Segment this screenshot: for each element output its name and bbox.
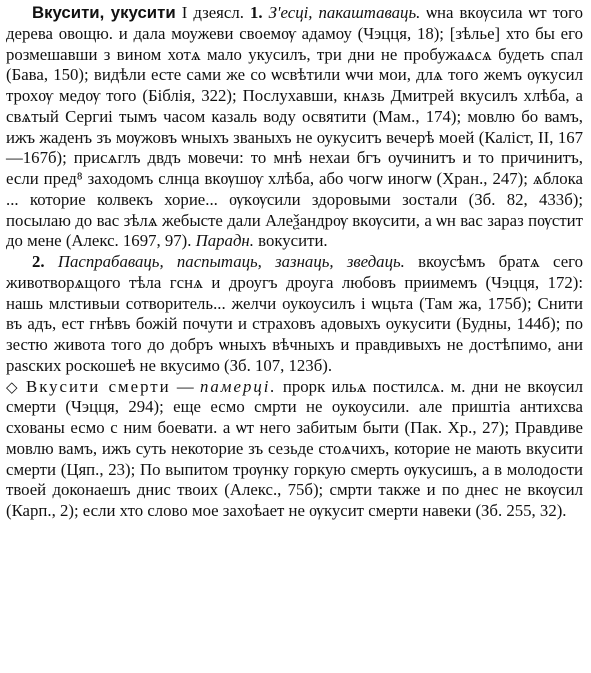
diamond-icon: ◇ bbox=[6, 377, 20, 396]
entry-grammar: I дзеясл. bbox=[181, 3, 244, 22]
sense-citations-2: вкоусѣмъ братѧ сего животворѧщого тѣла гснѧ и дроугъ дроуга любовъ приимемъ (Чэцця, 172): нашь млстивыи сотворитель... желчи оукоусилъ і ѡцьта (Там жа, 175б); Снити въ адъ, ест гнѣвъ божій почути и страховъ адовыхъ оукусити (Будны, 144б); по зестю живота того до добръ ѡныхъ вѣчныхъ и правдивыхъ не достѣпимо, ани раѕских роскошеѣ не вкусимо (Зб. 107, 123б). bbox=[6, 252, 584, 375]
entry-headword: Вкусити, укусити bbox=[32, 3, 176, 22]
entry-sense-2 bbox=[6, 252, 583, 377]
idiom-gloss: памерці. bbox=[200, 376, 277, 396]
cross-reference-word: вокусити. bbox=[258, 231, 328, 251]
sense-definition-1: З'есці, пакаштаваць. bbox=[268, 3, 421, 22]
sense-definition-2: Паспрабаваць, паспытаць, зазнаць, зведаць. bbox=[57, 252, 405, 271]
sense-number-1: 1. bbox=[249, 3, 263, 22]
sense-citations-1: ѡна вкѹсила ѡт того дерева овощю. и дала моужеви своемѹ адамоу (Чэцця, 18); [зѣлье] хто бы его розмешавши з вином хотѧ мало укусилъ, три дни не пробужаѧсѧ будеть спал (Бава, 150); видѣли есте сами же со ѡсвѣтили ѡчи мои, длѧ того жемъ ѹкусил трохѹ медѹ того (Біблія, 322); Послухавши, кнѧзь Дмитрей вкусилъ хлѣба, а свѧтый Сергиі тымъ часом казаль воду освятити (Мам., 174); мовлю бо вамъ, ижъ жаденъ зъ мѹжовъ ѡныхъ званыхъ не оукуситъ вечерѣ моей (Каліст, II, 167—167б); присѧглъ двдъ мовечи: то мнѣ нехаи бгъ оучинитъ и то причинитъ, если пред⁸ заходомъ слнца вкѹшѹ хлѣба, або чогѡ иногѡ (Хран., 247); ѧблока ... которие колвекъ хорие... ѹкѹсили здоровыми зостали (Зб. 82, 433б); посылаю до вас зѣлѧ жебысте дали Алеѯандрѹ вкѹсити, а ѡн вас зараз пѹстит до мене (Алекс. 1697, 97). bbox=[6, 3, 583, 251]
idiom-phrase: Вкусити смерти bbox=[26, 376, 171, 396]
cross-reference-label: Парадн. bbox=[195, 231, 254, 251]
entry-idiom bbox=[6, 377, 583, 522]
idiom-citations: прорк ильѧ постилсѧ. м. дни не вкѹсил смерти (Чэцця, 294); еще есмо смрти не оукоусили. але приштіа антихсва схованы есмо с ним боевати. а ѡт него забитым быти (Пак. Хр., 27); Правдиве мовлю вамъ, ижъ суть некоторие зъ сезьде стоѧчихъ, которие не мають вкусити смерти (Цяп., 23); По выпитом трѹнку горкую смерть ѹкусишъ, а в молодости твоей доконаешъ днис твоих (Алекс., 75б); смрти также и по днес не вкѹсил (Карп., 2); если хто слово мое захоѣает не ѹкусит смерти навеки (Зб. 255, 32). bbox=[6, 376, 583, 520]
sense-number-2: 2. bbox=[32, 252, 45, 271]
idiom-dash: — bbox=[176, 376, 194, 396]
entry-sense-1 bbox=[6, 3, 583, 252]
